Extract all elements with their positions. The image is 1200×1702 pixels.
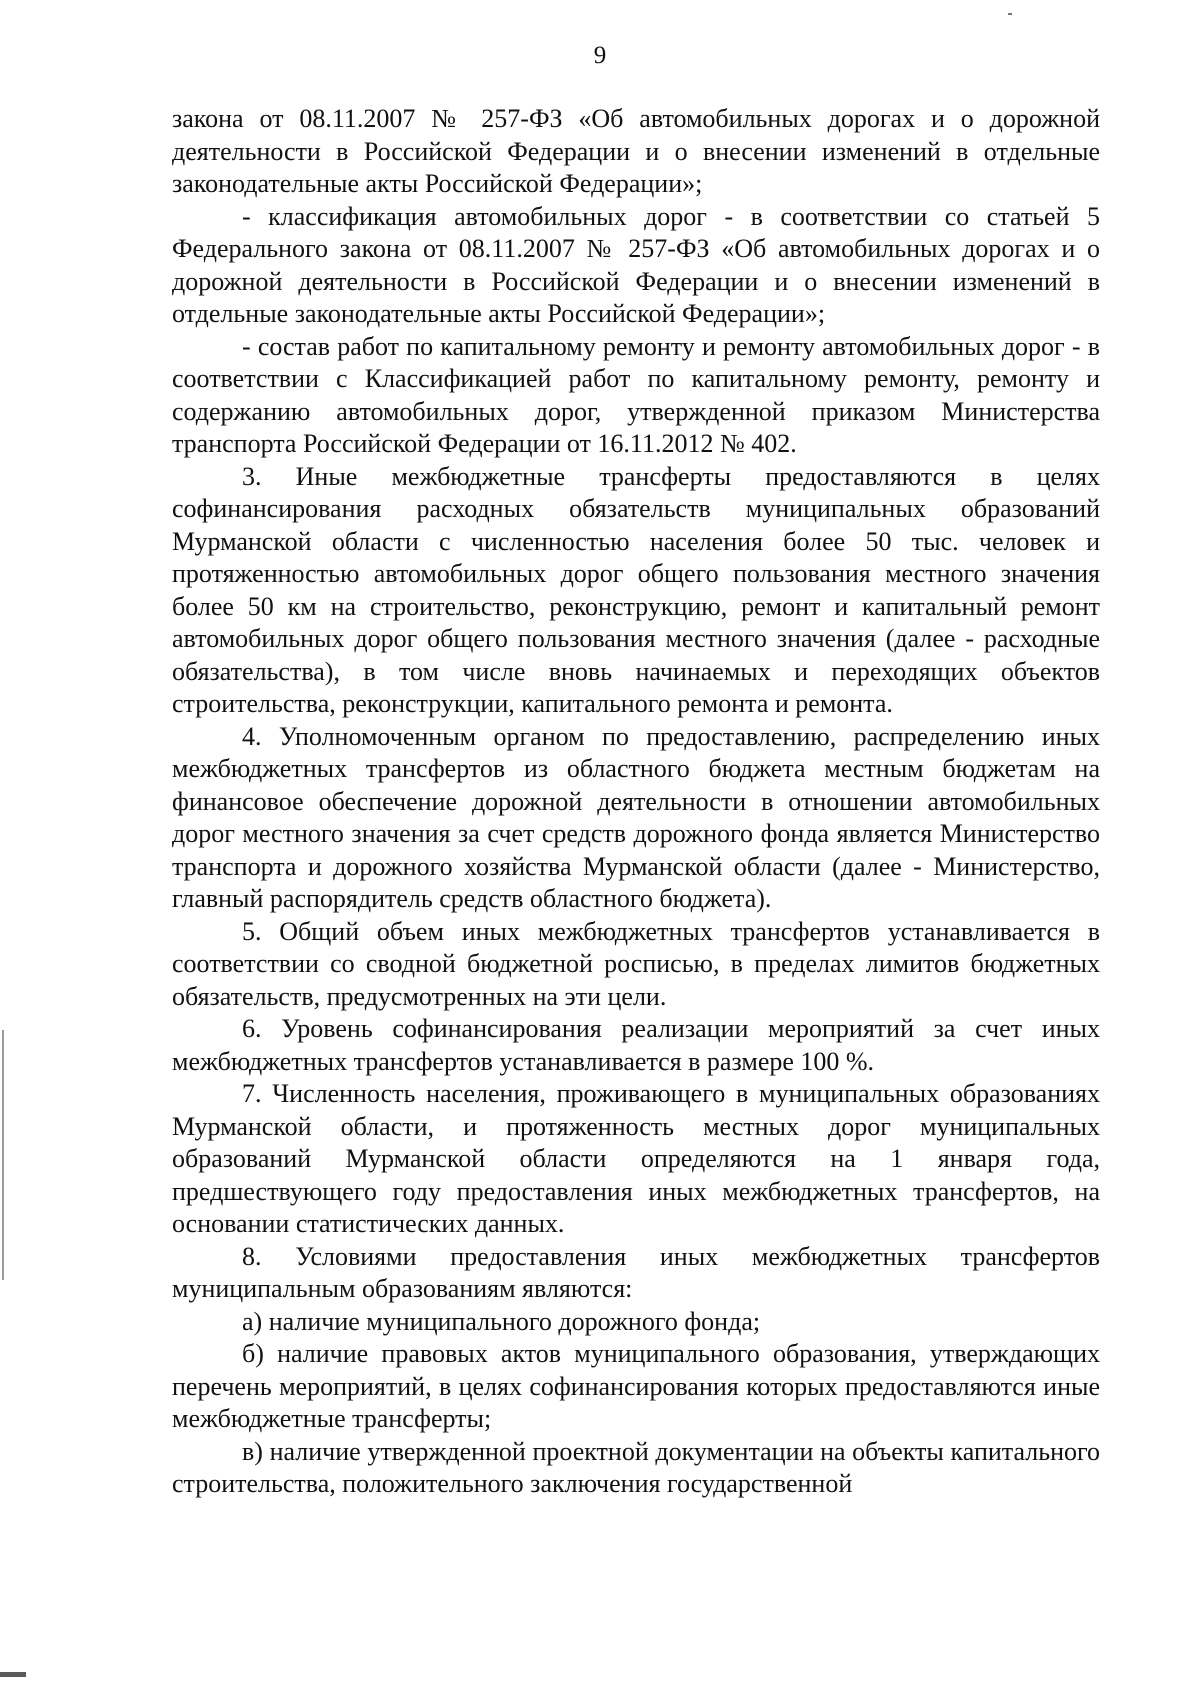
paragraph-3-transfers-purpose: 3. Иные межбюджетные трансферты предоставляются в целях софинансирования расходных обязательств муниципальных образований Мурманской области с численностью населения более 50 тыс. человек и протяженностью автомобильных дорог общего пользования местного значения более 50 км на строительство, реконструкцию, ремонт и капитальный ремонт автомобильных дорог общего пользования местного значения (далее - расходные обязательства), в том числе вновь начинаемых и переходящих объектов строительства, реконструкции, капитального ремонта и ремонта.	[172, 461, 1100, 718]
paragraph-8b-legal-acts: б) наличие правовых актов муниципального образования, утверждающих перечень мероприятий, в целях софинансирования которых предоставляются иные межбюджетные трансферты;	[172, 1339, 1100, 1433]
paragraph-5-total-volume: 5. Общий объем иных межбюджетных трансфертов устанавливается в соответствии со сводной бюджетной росписью, в пределах лимитов бюджетных обязательств, предусмотренных на эти цели.	[172, 916, 1100, 1011]
paragraph-4-authorized-body: 4. Уполномоченным органом по предоставлению, распределению иных межбюджетных трансфертов из областного бюджета местным бюджетам на финансовое обеспечение дорожной деятельности в отношении автомобильных дорог местного значения за счет средств дорожного фонда является Министерство транспорта и дорожного хозяйства Мурманской области (далее - Министерство, главный распорядитель средств областного бюджета).	[172, 721, 1100, 913]
page-number: 9	[593, 42, 607, 69]
document-body	[172, 103, 1100, 1501]
scan-edge-shadow	[2, 1030, 4, 1280]
paragraph-8-conditions: 8. Условиями предоставления иных межбюджетных трансфертов муниципальным образованиям являются:	[172, 1241, 1100, 1303]
paragraph-repair-works: - состав работ по капитальному ремонту и ремонту автомобильных дорог - в соответствии с Классификацией работ по капитальному ремонту, ремонту и содержанию автомобильных дорог, утвержденной приказом Министерства транспорта Российской Федерации от 16.11.2012 № 402.	[172, 331, 1100, 458]
scan-edge-mark	[0, 1672, 26, 1677]
paragraph-road-classification: - классификация автомобильных дорог - в соответствии со статьей 5 Федерального закона от 08.11.2007 № 257-ФЗ «Об автомобильных дорогах и о дорожной деятельности в Российской Федерации и о внесении изменений в отдельные законодательные акты Российской Федерации»;	[172, 201, 1100, 328]
scan-speck	[1008, 13, 1012, 15]
paragraph-6-cofinancing-level: 6. Уровень софинансирования реализации мероприятий за счет иных межбюджетных трансфертов устанавливается в размере 100 %.	[172, 1014, 1100, 1076]
paragraph-continuation: закона от 08.11.2007 № 257-ФЗ «Об автомобильных дорогах и о дорожной деятельности в Российской Федерации и о внесении изменений в отдельные законодательные акты Российской Федерации»;	[172, 104, 1100, 198]
paragraph-8c-project-docs: в) наличие утвержденной проектной документации на объекты капитального строительства, положительного заключения государственной	[172, 1436, 1100, 1498]
paragraph-7-population: 7. Численность населения, проживающего в муниципальных образованиях Мурманской области, и протяженность местных дорог муниципальных образований Мурманской области определяются на 1 января года, предшествующего году предоставления иных межбюджетных трансфертов, на основании статистических данных.	[172, 1079, 1100, 1238]
paragraph-8a-road-fund: а) наличие муниципального дорожного фонда;	[242, 1306, 761, 1336]
